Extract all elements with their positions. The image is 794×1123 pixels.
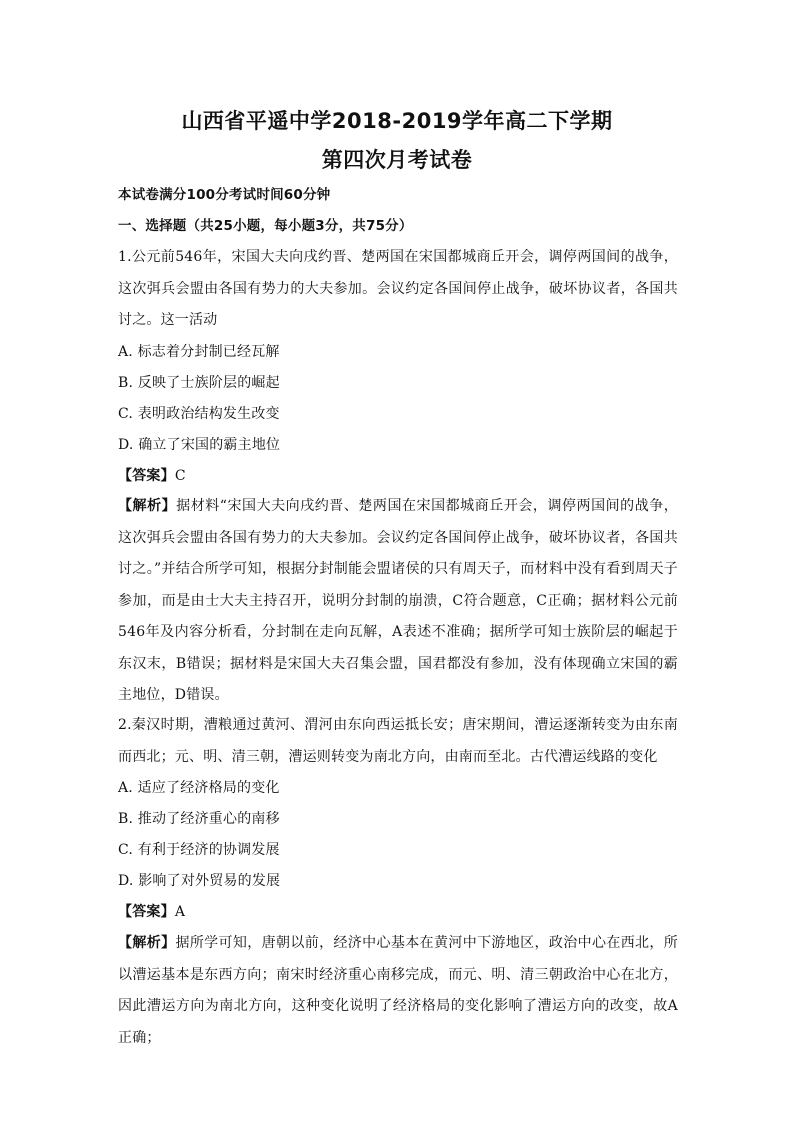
- exam-title-line2: 第四次月考试卷: [321, 148, 473, 172]
- answer-mark: 【答案】: [118, 904, 175, 920]
- analysis-text: 据材料“宋国大夫向戌约晋、楚两国在宋国都城商丘开会，调停两国间的战争，这次弭兵会盟由各国有势力的大夫参加。会议约定各国间停止战争，破坏协议者，各国共讨之。”并结合所学可知，根据分封制能会盟诸侯的只有周天子，而材料中没有看到周天子参加，而是由士大夫主持召开，说明分封制的崩溃，C符合题意，C正确；据材料公元前546年及内容分析看，分封制在走向瓦解，A表述不准确；据所学可知士族阶层的崛起于东汉末，B错误；据材料是宋国大夫召集会盟，国君都没有参加，没有体现确立宋国的霸主地位，D错误。: [118, 498, 678, 703]
- exam-info: 本试卷满分100分考试时间60分钟: [118, 187, 331, 203]
- exam-title-line1: 山西省平遥中学2018-2019学年高二下学期: [181, 109, 613, 133]
- question-1-option-c: C. 表明政治结构发生改变: [118, 406, 280, 422]
- question-1-option-a: A. 标志着分封制已经瓦解: [118, 344, 280, 360]
- question-2-analysis: [118, 928, 678, 1054]
- question-2-stem: 2.秦汉时期，漕粮通过黄河、渭河由东向西运抵长安；唐宋期间，漕运逐渐转变为由东南而西北；元、明、清三朝，漕运则转变为南北方向，由南而至北。古代漕运线路的变化: [118, 717, 678, 765]
- question-1-stem: 1.公元前546年，宋国大夫向戌约晋、楚两国在宋国都城商丘开会，调停两国间的战争，这次弭兵会盟由各国有势力的大夫参加。会议约定各国间停止战争，破坏协议者，各国共讨之。这一活动: [118, 249, 678, 328]
- question-2-option-a: A. 适应了经济格局的变化: [118, 780, 280, 796]
- answer-mark: 【答案】: [118, 468, 175, 484]
- question-2-option-d: D. 影响了对外贸易的发展: [118, 873, 281, 889]
- question-1-analysis: [118, 491, 678, 712]
- answer-value: C: [174, 468, 186, 484]
- analysis-text: 据所学可知，唐朝以前，经济中心基本在黄河中下游地区，政治中心在西北，所以漕运基本是东西方向；南宋时经济重心南移完成，而元、明、清三朝政治中心在北方，因此漕运方向为南北方向，这种变化说明了经济格局的变化影响了漕运方向的改变，故A正确；: [118, 935, 678, 1046]
- question-2-option-b: B. 推动了经济重心的南移: [118, 811, 280, 827]
- question-1-option-b: B. 反映了士族阶层的崛起: [118, 375, 280, 391]
- section-heading: 一、选择题（共25小题，每小题3分，共75分）: [118, 218, 413, 234]
- question-1-option-d: D. 确立了宋国的霸主地位: [118, 437, 281, 453]
- question-1-answer: [118, 467, 678, 485]
- analysis-mark: 【解析】: [118, 935, 176, 951]
- question-2-answer: [118, 903, 678, 921]
- answer-value: A: [174, 904, 186, 920]
- analysis-mark: 【解析】: [118, 498, 177, 514]
- question-2-option-c: C. 有利于经济的协调发展: [118, 842, 280, 858]
